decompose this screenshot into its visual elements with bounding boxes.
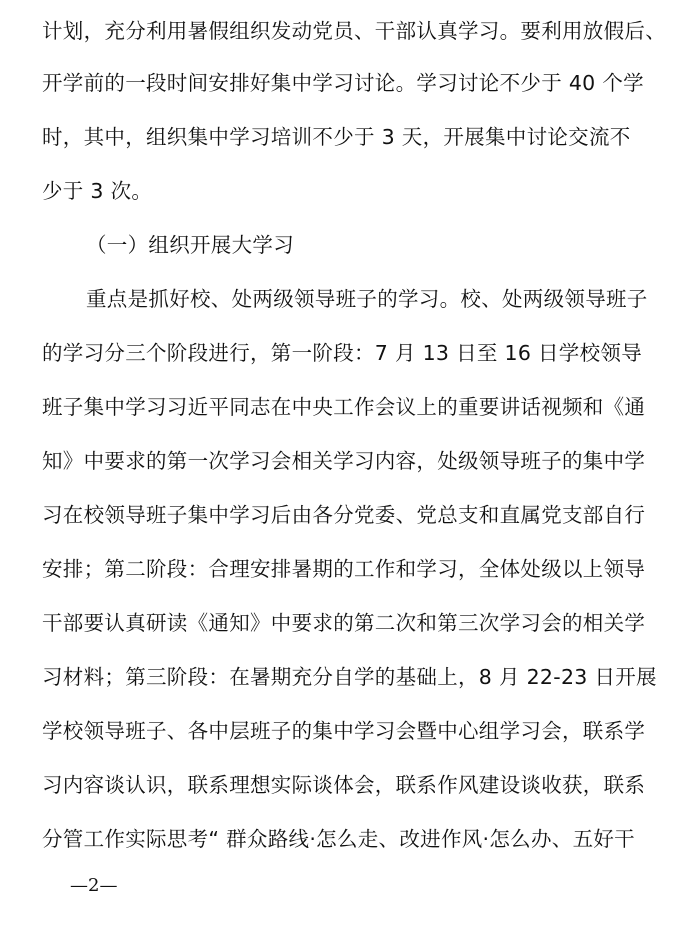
text-line-14: 学校领导班子、各中层班子的集中学习会暨中心组学习会，联系学 [42,719,646,743]
text-line-13: 习材料；第三阶段：在暑期充分自学的基础上，8 月 22-23 日开展 [42,665,657,689]
text-line-8: 班子集中学习习近平同志在中央工作会议上的重要讲话视频和《通 [42,395,646,419]
text-line-3: 时，其中，组织集中学习培训不少于 3 天，开展集中讨论交流不 [42,125,631,149]
text-line-9: 知》中要求的第一次学习会相关学习内容，处级领导班子的集中学 [42,449,646,473]
page-number: —2— [70,875,118,896]
text-line-12: 干部要认真研读《通知》中要求的第二次和第三次学习会的相关学 [42,611,646,635]
text-line-6: 重点是抓好校、处两级领导班子的学习。校、处两级领导班子 [86,287,648,311]
text-line-2: 开学前的一段时间安排好集中学习讨论。学习讨论不少于 40 个学 [42,71,644,95]
section-heading: （一）组织开展大学习 [86,233,294,257]
text-line-4: 少于 3 次。 [42,179,153,203]
text-line-1: 计划，充分利用暑假组织发动党员、干部认真学习。要利用放假后、 [42,19,666,43]
text-line-10: 习在校领导班子集中学习后由各分党委、党总支和直属党支部自行 [42,503,646,527]
text-line-7: 的学习分三个阶段进行，第一阶段：7 月 13 日至 16 日学校领导 [42,341,642,365]
text-line-15: 习内容谈认识，联系理想实际谈体会，联系作风建设谈收获，联系 [42,773,646,797]
text-line-11: 安排；第二阶段：合理安排暑期的工作和学习，全体处级以上领导 [42,557,646,581]
text-line-16: 分管工作实际思考“ 群众路线·怎么走、改进作风·怎么办、五好干 [42,827,635,851]
